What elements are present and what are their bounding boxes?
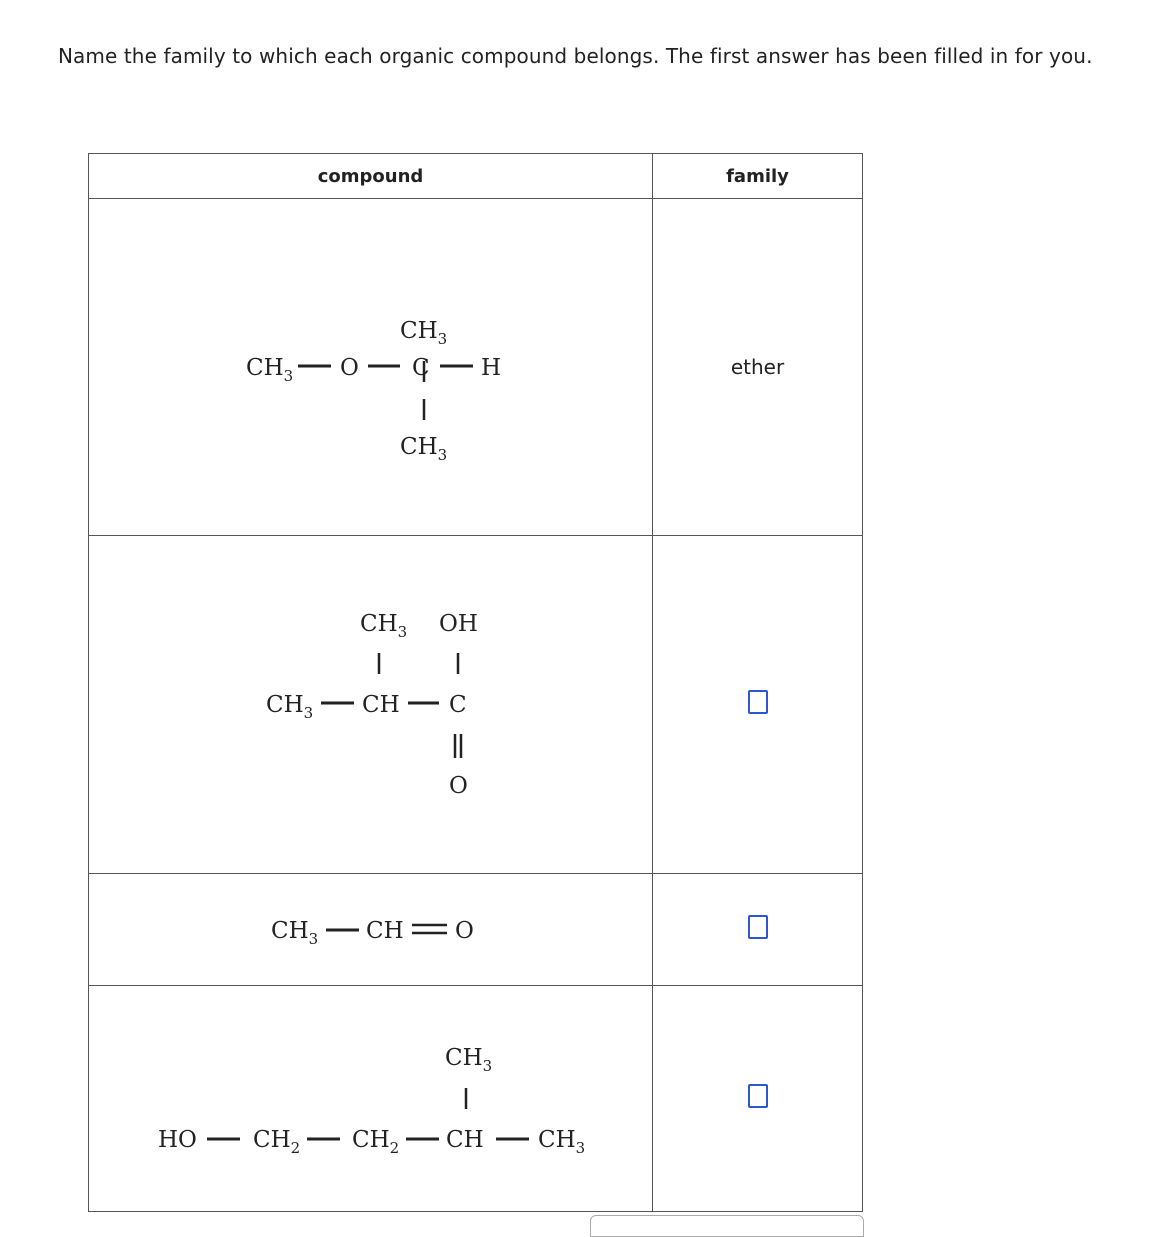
compound-cell	[89, 986, 653, 1212]
header-compound: compound	[89, 154, 653, 199]
compound-family-table	[88, 153, 863, 1212]
compound-cell	[89, 536, 653, 874]
structure-aldehyde	[89, 874, 652, 986]
compound-cell	[89, 199, 653, 536]
atom-ch3: $CH_3$	[271, 918, 319, 948]
atom-ho: HO	[158, 1127, 197, 1153]
family-answer-input[interactable]	[748, 690, 768, 714]
table-row	[89, 874, 863, 986]
atom-ch3-top: $CH_3$	[360, 611, 408, 641]
atom-ch: CH	[362, 692, 400, 718]
atom-ch3-left: $CH_3$	[246, 355, 294, 385]
atom-ch3-bottom: $CH_3$	[400, 434, 448, 464]
header-row	[89, 154, 863, 199]
bottom-panel-tab[interactable]	[590, 1215, 864, 1237]
compound-cell	[89, 874, 653, 986]
instructions: Name the family to which each organic compound belongs. The first answer has been filled in for you.	[58, 44, 1093, 68]
family-answer-input[interactable]	[748, 1084, 768, 1108]
family-answer-input[interactable]	[748, 915, 768, 939]
atom-oh: OH	[439, 611, 478, 637]
atom-o: O	[449, 773, 468, 799]
family-cell	[653, 199, 863, 536]
atom-ch3-top: $CH_3$	[445, 1045, 493, 1075]
family-cell	[653, 536, 863, 874]
atom-ch2-a: $CH_2$	[253, 1127, 301, 1157]
atom-ch2-b: $CH_2$	[352, 1127, 400, 1157]
atom-c: C	[412, 355, 430, 381]
table-row	[89, 536, 863, 874]
atom-ch3-right: $CH_3$	[538, 1127, 586, 1157]
structure-carboxylic-acid	[89, 536, 652, 874]
atom-o: O	[455, 918, 474, 944]
family-answer-filled: ether	[730, 355, 785, 379]
structure-alcohol	[89, 986, 652, 1212]
atom-ch3-top: $CH_3$	[400, 318, 448, 348]
atom-o: O	[340, 355, 359, 381]
atom-ch: CH	[366, 918, 404, 944]
atom-ch: CH	[446, 1127, 484, 1153]
atom-h: H	[481, 355, 502, 381]
family-cell	[653, 874, 863, 986]
header-family: family	[653, 154, 863, 199]
table-row	[89, 199, 863, 536]
atom-c: C	[449, 692, 467, 718]
table-row	[89, 986, 863, 1212]
family-cell	[653, 986, 863, 1212]
structure-ether	[89, 199, 652, 536]
atom-ch3-left: $CH_3$	[266, 692, 314, 722]
